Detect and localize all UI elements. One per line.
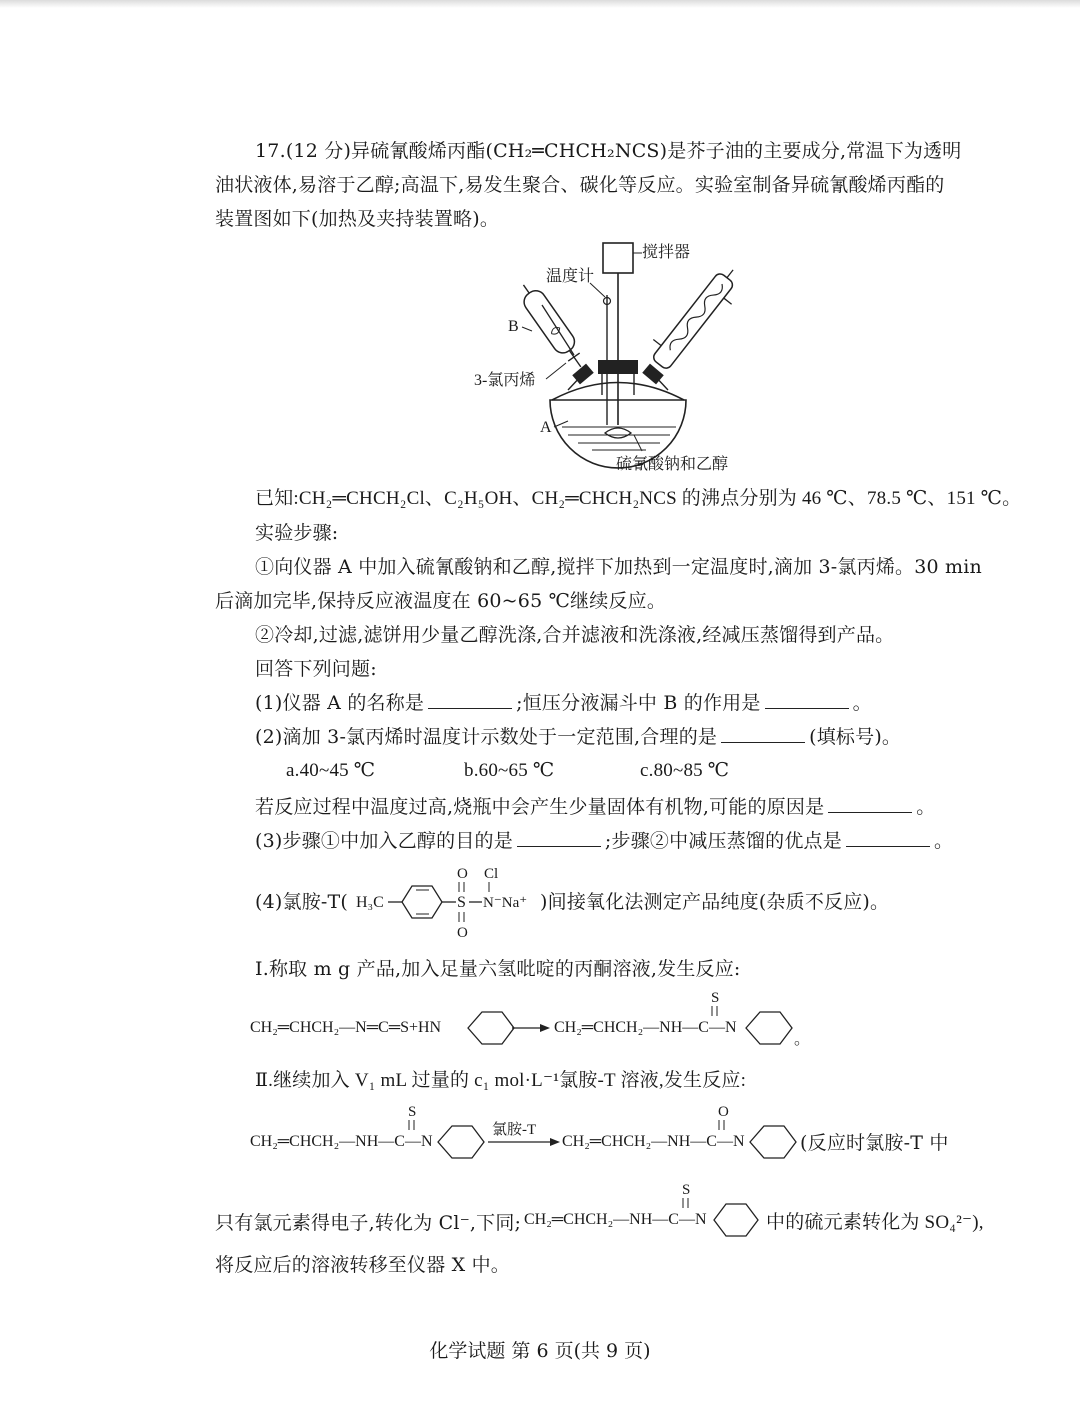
part-1-text: Ⅰ.称取 m g 产品,加入足量六氢吡啶的丙酮溶液,发生反应:	[255, 958, 741, 980]
chloramine-o-bottom: O	[457, 925, 468, 941]
chloramine-h3c: H₃C	[356, 894, 384, 911]
apparatus-diagram	[470, 235, 770, 475]
stirrer-label: 搅拌器	[642, 244, 691, 261]
q3-text-b: ;步骤②中减压蒸馏的优点是	[604, 830, 842, 852]
q1-end: 。	[852, 692, 872, 714]
step-2: ②冷却,过滤,滤饼用少量乙醇洗涤,合并滤液和洗涤液,经减压蒸馏得到产品。	[255, 624, 895, 646]
piperidine-ring-1	[468, 1012, 514, 1044]
question-intro-2: 油状液体,易溶于乙醇;高温下,易发生聚合、碳化等反应。实验室制备异硫氰酸烯丙酯的	[215, 174, 945, 196]
step-1-line-1: ①向仪器 A 中加入硫氰酸钠和乙醇,搅拌下加热到一定温度时,滴加 3-氯丙烯。30 min	[255, 556, 982, 578]
question-2	[255, 724, 901, 750]
scan-edge	[0, 0, 1080, 8]
part-3-text-b: 中的硫元素转化为 SO₄²⁻),	[766, 1212, 984, 1233]
reaction-2-o: O	[718, 1104, 729, 1120]
reaction-1-s: S	[711, 990, 720, 1006]
center-joint	[598, 360, 638, 374]
question-4-text-a: (4)氯胺-T(	[255, 891, 349, 913]
chloramine-cl: Cl	[484, 866, 499, 882]
questions-heading: 回答下列问题:	[255, 658, 377, 680]
chloramine-s: S	[457, 894, 466, 911]
chloramine-o-top: O	[457, 866, 468, 882]
q2-blank-2[interactable]	[828, 794, 912, 813]
page-footer: 化学试题 第 6 页(共 9 页)	[429, 1340, 651, 1362]
dropping-funnel	[514, 279, 589, 374]
reaction-2-s: S	[408, 1104, 417, 1120]
thermometer-label: 温度计	[546, 268, 595, 285]
q1-text-a: (1)仪器 A 的名称是	[255, 692, 425, 714]
reaction-2-rhs: CH₂═CHCH₂—NH—C—N	[562, 1133, 745, 1150]
piperidine-ring-2	[746, 1012, 792, 1044]
chloramine-n-na: N⁻Na⁺	[483, 895, 528, 911]
benzene-ring	[402, 886, 442, 918]
question-4-text-b: )间接氧化法测定产品纯度(杂质不反应)。	[540, 891, 890, 913]
chloramine-t-structure	[356, 862, 540, 942]
reaction-1-rhs: CH₂═CHCH₂—NH—C—N	[554, 1019, 737, 1036]
part-3-text-c: 将反应后的溶液转移至仪器 X 中。	[215, 1254, 511, 1276]
piperidine-ring-3	[438, 1126, 484, 1158]
reaction-2-arrow-label: 氯胺-T	[492, 1122, 537, 1138]
q2-text-a: (2)滴加 3-氯丙烯时温度计示数处于一定范围,合理的是	[255, 726, 718, 748]
steps-heading: 实验步骤:	[255, 522, 339, 544]
reaction-1-end: 。	[794, 1031, 810, 1048]
q2-text-b: (填标号)。	[809, 726, 902, 748]
reaction-2-lhs: CH₂═CHCH₂—NH—C—N	[250, 1133, 433, 1150]
reagents-label: 硫氰酸钠和乙醇	[616, 456, 729, 473]
question-1	[255, 690, 872, 716]
condenser	[643, 258, 748, 377]
q3-blank-1[interactable]	[517, 828, 601, 847]
part-3-text-a: 只有氯元素得电子,转化为 Cl⁻,下同;	[215, 1212, 522, 1234]
question-3	[255, 828, 953, 854]
q3-text-a: (3)步骤①中加入乙醇的目的是	[255, 830, 513, 852]
q1-text-b: ;恒压分液漏斗中 B 的作用是	[516, 692, 761, 714]
chloropropene-label: 3-氯丙烯	[474, 372, 536, 389]
part-3-molecule-s: S	[682, 1182, 691, 1198]
question-intro-1: 17.(12 分)异硫氰酸烯丙酯(CH₂═CHCH₂NCS)是芥子油的主要成分,常温下为透明	[255, 140, 962, 162]
q2-end: 。	[916, 796, 936, 818]
stirrer-motor	[603, 243, 633, 273]
flask-label-a: A	[540, 419, 552, 436]
question-intro-3: 装置图如下(加热及夹持装置略)。	[215, 208, 500, 230]
funnel-label-b: B	[508, 318, 519, 335]
reaction-1	[250, 984, 810, 1054]
option-b: b.60~65 ℃	[464, 760, 555, 781]
option-c: c.80~85 ℃	[640, 760, 730, 781]
part-2-text: Ⅱ.继续加入 V₁ mL 过量的 c₁ mol·L⁻¹氯胺-T 溶液,发生反应:	[255, 1070, 747, 1091]
question-2-followup	[255, 794, 935, 820]
step-1-line-2: 后滴加完毕,保持反应液温度在 60~65 ℃继续反应。	[215, 590, 667, 612]
part-3-molecule	[524, 1176, 768, 1242]
q2-blank-1[interactable]	[721, 724, 805, 743]
part-3-molecule-formula: CH₂═CHCH₂—NH—C—N	[524, 1211, 707, 1228]
reaction-1-lhs: CH₂═CHCH₂—N═C═S+HN	[250, 1019, 442, 1036]
q3-blank-2[interactable]	[846, 828, 930, 847]
reaction-2	[250, 1098, 810, 1170]
q1-blank-1[interactable]	[428, 690, 512, 709]
q1-blank-2[interactable]	[765, 690, 849, 709]
piperidine-ring-4	[750, 1126, 796, 1158]
option-a: a.40~45 ℃	[286, 760, 376, 781]
known-boiling-points: 已知:CH₂═CHCH₂Cl、C₂H₅OH、CH₂═CHCH₂NCS 的沸点分别为 46 ℃、78.5 ℃、151 ℃。	[255, 488, 1022, 509]
q3-end: 。	[933, 830, 954, 852]
q2-text-c: 若反应过程中温度过高,烧瓶中会产生少量固体有机物,可能的原因是	[255, 796, 825, 818]
part-2-tail: (反应时氯胺-T 中	[800, 1132, 949, 1154]
piperidine-ring-5	[714, 1204, 758, 1236]
